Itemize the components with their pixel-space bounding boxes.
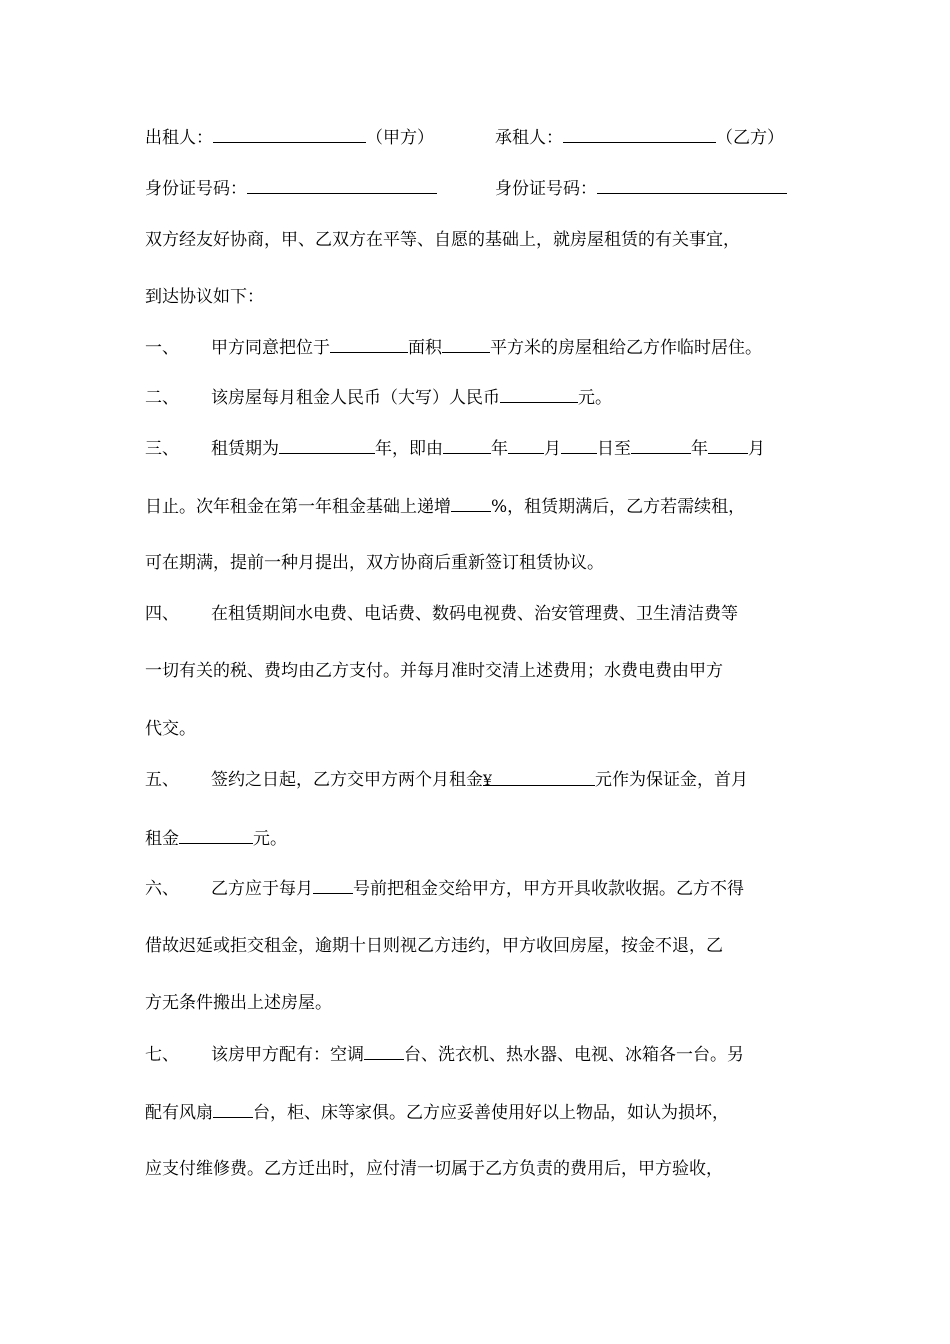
- clause-6-line-3: 方无条件搬出上述房屋。: [145, 993, 332, 1013]
- clause-3-line-2: [145, 494, 810, 518]
- clause-text: 年: [691, 439, 708, 459]
- lessor-blank: [213, 125, 366, 143]
- lessor-suffix: （甲方）: [366, 128, 434, 148]
- clause-number: 二、: [145, 388, 179, 408]
- clause-text: 号前把租金交给甲方，甲方开具收款收据。乙方不得: [353, 879, 744, 899]
- clause-text: 元。: [253, 829, 287, 849]
- lessee-suffix: （乙方）: [716, 128, 784, 148]
- clause-text: 乙方应于每月: [211, 879, 313, 899]
- clause-7: [145, 1042, 810, 1066]
- clause-text: 日止。次年租金在第一年租金基础上递增: [145, 497, 451, 517]
- rent-blank: [500, 385, 578, 403]
- fan-count-blank: [213, 1100, 253, 1118]
- clause-number: 一、: [145, 338, 179, 358]
- clause-6-line-2: 借故迟延或拒交租金，逾期十日则视乙方违约，甲方收回房屋，按金不退，乙: [145, 936, 723, 956]
- id-group-lessee: [495, 176, 787, 201]
- clause-text: 台，柜、床等家俱。乙方应妥善使用好以上物品，如认为损坏，: [253, 1103, 729, 1123]
- party-row: [145, 125, 810, 149]
- clause-number: 六、: [145, 879, 179, 899]
- first-rent-blank: [179, 826, 253, 844]
- clause-text: 平方米的房屋租给乙方作临时居住。: [490, 338, 762, 358]
- intro-line-2: 到达协议如下：: [145, 287, 264, 307]
- clause-text: 配有风扇: [145, 1103, 213, 1123]
- location-blank: [330, 335, 408, 353]
- clause-text: %，租赁期满后，乙方若需续租，: [491, 497, 746, 517]
- id-row: [145, 176, 810, 200]
- id-label-lessee: 身份证号码：: [495, 179, 597, 199]
- clause-text: 年，即由: [375, 439, 443, 459]
- area-blank: [442, 335, 490, 353]
- clause-2: [145, 385, 810, 409]
- start-day-blank: [561, 436, 597, 454]
- clause-1: [145, 335, 810, 359]
- term-blank: [279, 436, 375, 454]
- id-blank-lessor: [247, 176, 437, 194]
- clause-4-line-2: 一切有关的税、费均由乙方支付。并每月准时交清上述费用；水费电费由甲方: [145, 661, 723, 681]
- clause-number: 三、: [145, 439, 179, 459]
- id-blank-lessee: [597, 176, 787, 194]
- clause-7-line-2: [145, 1100, 810, 1124]
- clause-number: 七、: [145, 1045, 179, 1065]
- clause-text: 月: [748, 439, 765, 459]
- clause-3-line-3: 可在期满，提前一种月提出，双方协商后重新签订租赁协议。: [145, 553, 604, 573]
- clause-text: 租赁期为: [211, 439, 279, 459]
- clause-5-line-2: [145, 826, 810, 850]
- clause-text: 元。: [578, 388, 612, 408]
- end-month-blank: [708, 436, 748, 454]
- clause-3: [145, 436, 810, 460]
- lessor-label: 出租人：: [145, 128, 213, 148]
- clause-text: 甲方同意把位于: [211, 338, 330, 358]
- clause-text: 元作为保证金，首月: [595, 770, 748, 790]
- clause-5: [145, 768, 810, 792]
- clause-text: 签约之日起，乙方交甲方两个月租金: [211, 770, 483, 790]
- clause-text: 面积: [408, 338, 442, 358]
- clause-text: 租金: [145, 829, 179, 849]
- clause-text: 该房屋每月租金人民币（大写）人民币: [211, 388, 500, 408]
- clause-number: 四、: [145, 604, 179, 624]
- ac-count-blank: [364, 1042, 404, 1060]
- clause-4-line-3: 代交。: [145, 719, 196, 739]
- clause-text: 日至: [597, 439, 631, 459]
- yen-sign: ¥: [483, 773, 492, 789]
- clause-text: 年: [491, 439, 508, 459]
- lessee-group: [495, 125, 784, 150]
- deposit-blank: [483, 768, 595, 789]
- clause-7-line-3: 应支付维修费。乙方迁出时，应付清一切属于乙方负责的费用后，甲方验收，: [145, 1159, 723, 1179]
- clause-text: 月: [544, 439, 561, 459]
- clause-text: 在租赁期间水电费、电话费、数码电视费、治安管理费、卫生清洁费等: [211, 604, 738, 624]
- clause-6: [145, 876, 810, 900]
- start-month-blank: [508, 436, 544, 454]
- end-year-blank: [631, 436, 691, 454]
- clause-text: 该房甲方配有：空调: [211, 1045, 364, 1065]
- clause-4: [145, 602, 810, 626]
- lessee-label: 承租人：: [495, 128, 563, 148]
- intro-line-1: 双方经友好协商，甲、乙双方在平等、自愿的基础上，就房屋租赁的有关事宜，: [145, 230, 740, 250]
- increase-blank: [451, 494, 491, 512]
- clause-text: 台、洗衣机、热水器、电视、冰箱各一台。另: [404, 1045, 744, 1065]
- clause-number: 五、: [145, 770, 179, 790]
- lessee-blank: [563, 125, 716, 143]
- due-day-blank: [313, 876, 353, 894]
- id-label-lessor: 身份证号码：: [145, 179, 247, 199]
- start-year-blank: [443, 436, 491, 454]
